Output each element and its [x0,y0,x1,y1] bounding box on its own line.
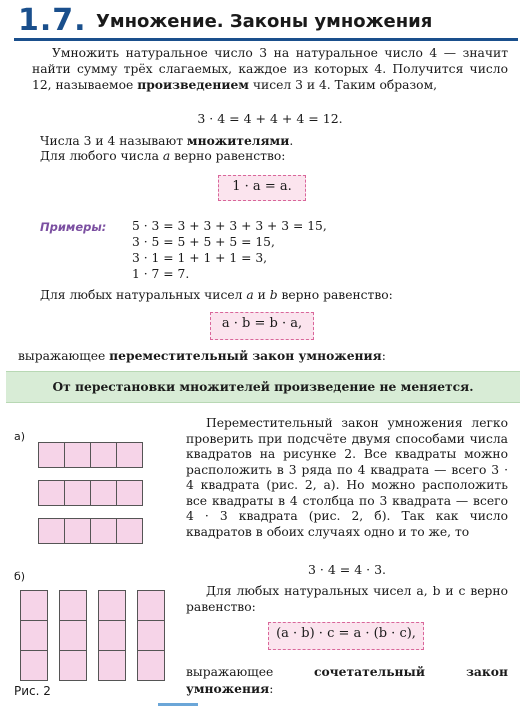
any-natural-end: верно равенство: [277,288,393,302]
header-rule [14,38,518,41]
square-cell [90,518,117,544]
intro-paragraph [32,46,508,94]
square-cell [98,650,126,681]
intro-text-2: чисел 3 и 4. Таким образом, [248,78,438,92]
associative-any-line: Для любых натуральных чисел a, b и c верно равенство: [186,584,508,614]
square-cell [38,442,65,468]
example-line: 3 · 1 = 1 + 1 + 1 = 3, [132,251,268,265]
figure-label-b: б) [14,570,26,583]
square-cell [64,442,91,468]
square-cell [38,518,65,544]
term-product: произведением [137,77,249,92]
square-cell [98,620,126,651]
term-associative-law: сочетательный закон умножения [186,664,508,696]
square-cell [116,480,143,506]
commutative-intro [18,348,508,365]
square-cell [98,590,126,621]
examples-label: Примеры: [40,220,107,234]
associative-intro-text: выражающее [186,665,314,679]
any-number-line [40,149,508,165]
section-title: Умножение. Законы умножения [96,11,433,32]
formula-product: 3 · 4 = 4 + 4 + 4 = 12. [197,111,343,126]
formula-commutative-example: 3 · 4 = 4 · 3. [307,562,387,577]
section-number: 1.7. [18,3,87,38]
square-cell [137,650,165,681]
any-number-text: Для любого числа [40,149,163,163]
term-factors: множителями [186,133,290,148]
square-cell [137,590,165,621]
square-cell [64,480,91,506]
square-cell [59,620,87,651]
factors-text: Числа 3 и 4 называют [40,134,187,148]
figure-label-a: а) [14,430,26,443]
var-a: a [162,149,171,163]
examples-list [132,218,327,282]
commutative-intro-end: : [381,349,386,363]
square-cell [90,442,117,468]
var-b: b [269,288,278,302]
page-marker [158,703,198,706]
any-natural-text: Для любых натуральных чисел [40,288,247,302]
associative-intro [186,664,508,697]
explanation-paragraph: Переместительный закон умножения легко проверить при подсчёте двумя способами числа квадратов на рисунке 2. Все квадраты можно расположить в 3 ряда по 4 квадрата — всего 3 · 4 квадрата (рис. 2, а). Но можно расположить все квадраты в 4 столбца по 3 квадрата — всего 4 · 3 квадрата (рис. 2, б). Так как число квадратов в обоих случаях одно и то же, то [186,416,508,539]
var-a: a [246,288,254,302]
factors-end: . [289,134,294,148]
square-cell [90,480,117,506]
identity-box: 1 · a = a. [218,175,306,201]
intro-text-1: Умножить натуральное число 3 на натуральное число 4 — значит найти сумму трёх слагаемых, каждое из которых 4. Получится число 12, называемое [32,46,508,92]
example-line: 3 · 5 = 5 + 5 + 5 = 15, [132,235,275,249]
section-header [14,4,518,40]
any-natural-line [40,288,508,304]
factors-line [40,133,508,150]
square-cell [20,620,48,651]
term-commutative-law: переместительный закон умножения [109,348,382,363]
square-cell [59,650,87,681]
commutative-intro-text: выражающее [18,349,110,363]
commutative-box: a · b = b · a, [210,312,314,340]
square-cell [137,620,165,651]
square-cell [116,518,143,544]
square-cell [20,590,48,621]
any-number-end: верно равенство: [170,149,286,163]
square-cell [116,442,143,468]
square-cell [59,590,87,621]
square-cell [64,518,91,544]
any-natural-and: и [253,288,270,302]
square-cell [20,650,48,681]
figure-caption: Рис. 2 [14,684,51,698]
associative-intro-end: : [269,681,274,696]
associative-box: (a · b) · c = a · (b · c), [268,622,424,650]
square-cell [38,480,65,506]
example-line: 5 · 3 = 3 + 3 + 3 + 3 + 3 = 15, [132,219,327,233]
rule-text: От перестановки множителей произведение не меняется. [52,379,474,394]
rule-banner [6,371,520,403]
example-line: 1 · 7 = 7. [132,267,190,281]
